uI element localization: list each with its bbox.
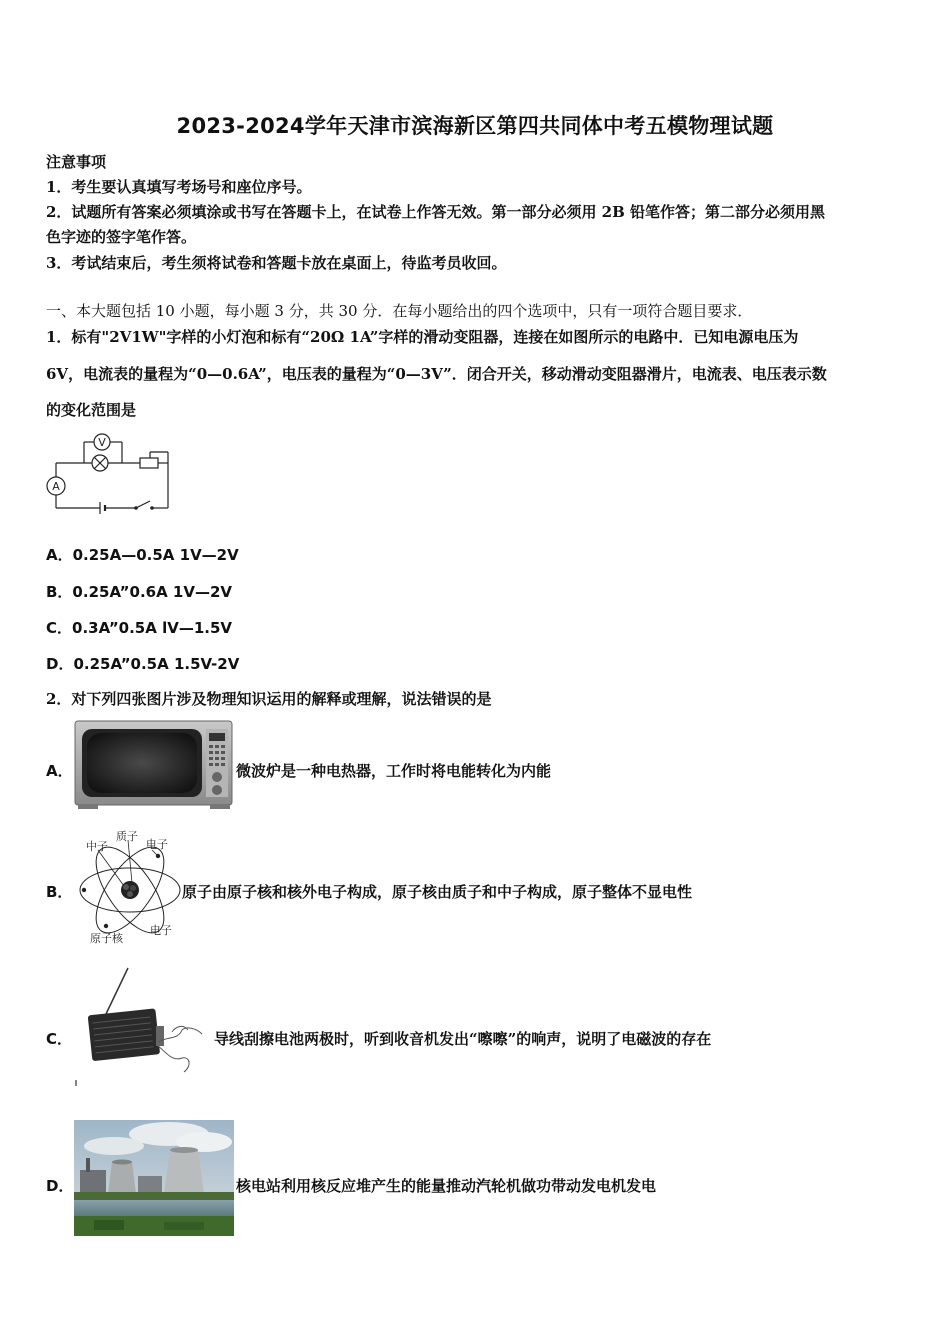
- section-heading: 一、本大题包括 10 小题，每小题 3 分，共 30 分．在每小题给出的四个选项中，只有一项符合题目要求．: [46, 302, 753, 320]
- notice-item-1: 1．考生要认真填写考场号和座位序号。: [46, 178, 312, 196]
- voltmeter-label: V: [98, 436, 106, 449]
- microwave-image: [74, 719, 234, 811]
- q1-option-d: D．0.25A”0.5A 1.5V-2V: [46, 655, 240, 673]
- q1-line-3: 的变化范围是: [46, 401, 137, 419]
- q2-option-d-letter: D．: [46, 1177, 74, 1195]
- q2-option-b-text: 原子由原子核和核外电子构成，原子核由质子和中子构成，原子整体不显电性: [182, 883, 693, 901]
- q2-option-b-letter: B．: [46, 883, 73, 901]
- atom-label-electron-bottom: 电子: [150, 924, 172, 937]
- atom-diagram: [76, 828, 184, 948]
- ammeter-label: A: [52, 480, 60, 493]
- atom-label-electron-top: 电子: [146, 838, 168, 851]
- atom-label-nucleus: 原子核: [90, 932, 123, 945]
- notice-heading: 注意事项: [46, 153, 107, 171]
- q1-option-a: A．0.25A—0.5A 1V—2V: [46, 546, 239, 564]
- radio-image: [72, 966, 212, 1090]
- nuclear-plant-image: [74, 1120, 234, 1236]
- q2-option-d-text: 核电站利用核反应堆产生的能量推动汽轮机做功带动发电机发电: [236, 1177, 657, 1195]
- q1-line-1: 1．标有"2V1W"字样的小灯泡和标有“20Ω 1A”字样的滑动变阻器，连接在如图所示的电路中．已知电源电压为: [46, 328, 799, 346]
- atom-label-neutron: 中子: [86, 840, 108, 853]
- q2-option-a-letter: A．: [46, 762, 73, 780]
- notice-item-2-cont: 色字迹的签字笔作答。: [46, 228, 197, 246]
- circuit-diagram: [44, 430, 176, 514]
- q2-option-c-letter: C．: [46, 1030, 73, 1048]
- q2-option-a-text: 微波炉是一种电热器，工作时将电能转化为内能: [236, 762, 552, 780]
- q1-option-b: B．0.25A”0.6A 1V—2V: [46, 583, 233, 601]
- page-title: 2023-2024学年天津市滨海新区第四共同体中考五模物理试题: [176, 114, 774, 138]
- notice-item-3: 3．考试结束后，考生须将试卷和答题卡放在桌面上，待监考员收回。: [46, 254, 507, 272]
- q2-stem: 2．对下列四张图片涉及物理知识运用的解释或理解，说法错误的是: [46, 690, 492, 708]
- q2-option-c-text: 导线刮擦电池两极时，听到收音机发出“嚓嚓”的响声，说明了电磁波的存在: [214, 1030, 712, 1048]
- atom-label-proton: 质子: [116, 830, 138, 843]
- q1-option-c: C．0.3A”0.5A lV—1.5V: [46, 619, 233, 637]
- notice-item-2: 2．试题所有答案必须填涂或书写在答题卡上，在试卷上作答无效。第一部分必须用 2B 铅笔作答；第二部分必须用黑: [46, 203, 826, 221]
- q1-line-2: 6V，电流表的量程为“0—0.6A”，电压表的量程为“0—3V”．闭合开关，移动滑动变阻器滑片，电流表、电压表示数: [46, 365, 827, 383]
